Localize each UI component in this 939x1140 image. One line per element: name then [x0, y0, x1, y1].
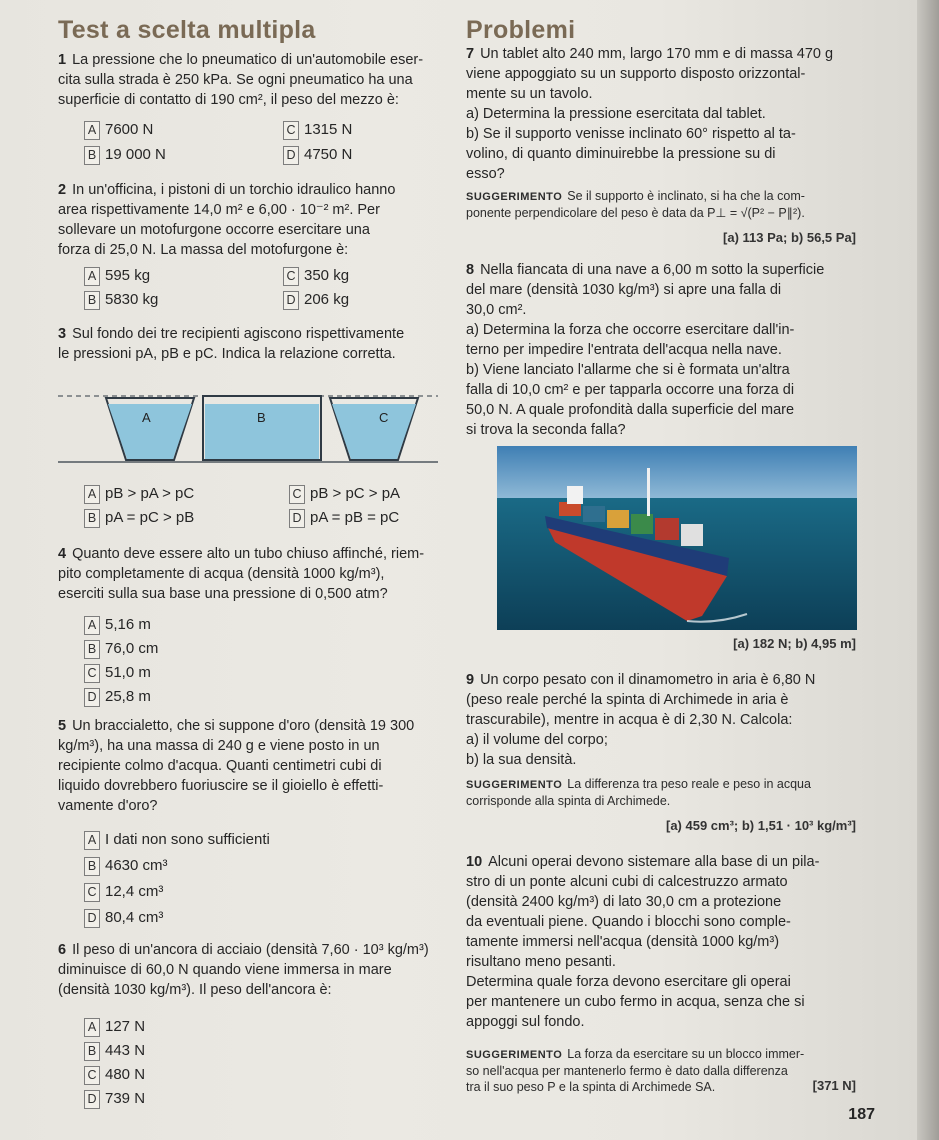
option-text: pB > pC > pA: [310, 485, 401, 502]
option-4c[interactable]: [84, 663, 151, 683]
problem-line: a) Determina la forza che occorre esercitare dall'in-: [466, 322, 795, 338]
problem-line: b) Se il supporto venisse inclinato 60° rispetto al ta-: [466, 126, 796, 142]
problem-line: 50,0 N. A quale profondità dalla superficie del mare: [466, 402, 795, 418]
option-2a[interactable]: [84, 266, 150, 286]
option-2b[interactable]: [84, 290, 158, 310]
container-stack: [681, 524, 703, 546]
hint-label: SUGGERIMENTO: [466, 779, 563, 791]
problem-number: 10: [466, 854, 483, 870]
problem-8: [466, 260, 856, 440]
option-letter: A: [84, 121, 100, 140]
option-text: pA = pC > pB: [105, 509, 195, 526]
hint-line: so nell'acqua per mantenerlo fermo è dato dalla differenza: [466, 1064, 788, 1078]
problem-number: 7: [466, 46, 475, 62]
problem-line: mente su un tavolo.: [466, 86, 593, 102]
question-number: 3: [58, 326, 67, 342]
option-5a[interactable]: [84, 830, 270, 850]
question-line: La pressione che lo pneumatico di un'automobile eser-: [72, 52, 424, 68]
question-line: liquido dovrebbero fuoriuscire se il gioiello è effetti-: [58, 778, 384, 794]
question-number: 1: [58, 52, 67, 68]
question-number: 5: [58, 718, 67, 734]
option-3b[interactable]: [84, 508, 194, 528]
problem-line: viene appoggiato su un supporto disposto orizzontal-: [466, 66, 806, 82]
question-4: [58, 544, 458, 604]
container-stack: [559, 502, 581, 516]
problem-line: falla di 10,0 cm² e per tapparla occorre una forza di: [466, 382, 795, 398]
question-line: sollevare un motofurgone occorre esercitare una: [58, 222, 370, 238]
question-line: area rispettivamente 14,0 m² e 6,00 · 10⁻² m². Per: [58, 202, 380, 218]
hint-line: Se il supporto è inclinato, si ha che la com-: [567, 189, 805, 203]
container-stack: [631, 514, 653, 534]
container-stack: [607, 510, 629, 528]
problem-line: appoggi sul fondo.: [466, 1014, 585, 1030]
question-line: forza di 25,0 N. La massa del motofurgone è:: [58, 242, 349, 258]
question-line: Quanto deve essere alto un tubo chiuso affinché, riem-: [72, 546, 425, 562]
container-ship-photo: [497, 446, 857, 630]
option-text: pA = pB = pC: [310, 509, 400, 526]
question-line: Il peso di un'ancora di acciaio (densità 7,60 · 10³ kg/m³): [72, 942, 429, 958]
option-text: 5830 kg: [105, 291, 159, 308]
option-text: 595 kg: [105, 267, 151, 284]
option-6a[interactable]: [84, 1017, 145, 1037]
heading-problems: Problemi: [466, 16, 576, 44]
problem-line: b) Viene lanciato l'allarme che si è formata un'altra: [466, 362, 790, 378]
option-letter: A: [84, 1018, 100, 1037]
option-text: 206 kg: [304, 291, 350, 308]
heading-multiple-choice: Test a scelta multipla: [58, 16, 316, 44]
option-1c[interactable]: [283, 120, 352, 140]
option-text: pB > pA > pC: [105, 485, 195, 502]
question-number: 2: [58, 182, 67, 198]
option-1a[interactable]: [84, 120, 153, 140]
problem-line: (peso reale perché la spinta di Archimede in aria è: [466, 692, 789, 708]
container-label-a: A: [142, 410, 151, 425]
option-letter: A: [84, 831, 100, 850]
question-line: diminuisce di 60,0 N quando viene immersa in mare: [58, 962, 392, 978]
hint-label: SUGGERIMENTO: [466, 191, 563, 203]
answer-9: [a) 459 cm³; b) 1,51 · 10³ kg/m³]: [666, 818, 856, 833]
problem-line: Nella fiancata di una nave a 6,00 m sotto la superficie: [480, 262, 825, 278]
book-binding: [917, 0, 939, 1140]
problem-10: [466, 852, 856, 1032]
ship-mast: [647, 468, 650, 516]
problem-9: [466, 670, 856, 770]
option-2d[interactable]: [283, 290, 349, 310]
option-text: 739 N: [105, 1090, 146, 1107]
option-text: 76,0 cm: [105, 640, 159, 657]
hint-line: corrisponde alla spinta di Archimede.: [466, 794, 671, 808]
option-letter: C: [84, 883, 100, 902]
problem-line: 30,0 cm².: [466, 302, 527, 318]
question-line: superficie di contatto di 190 cm², il peso del mezzo è:: [58, 92, 399, 108]
option-letter: B: [84, 291, 100, 310]
problem-line: terno per impedire l'entrata dell'acqua nella nave.: [466, 342, 782, 358]
problem-line: a) Determina la pressione esercitata dal tablet.: [466, 106, 766, 122]
question-line: pito completamente di acqua (densità 1000 kg/m³),: [58, 566, 385, 582]
option-text: 5,16 m: [105, 616, 151, 633]
option-text: 19 000 N: [105, 146, 166, 163]
question-2: [58, 180, 458, 260]
option-letter: D: [84, 909, 100, 928]
option-6b[interactable]: [84, 1041, 145, 1061]
problem-line: tamente immersi nell'acqua (densità 1000 kg/m³): [466, 934, 780, 950]
option-letter: B: [84, 857, 100, 876]
problem-line: Alcuni operai devono sistemare alla base di un pila-: [488, 854, 820, 870]
hint-7: [466, 188, 856, 221]
problem-line: (densità 2400 kg/m³) di lato 30,0 cm a protezione: [466, 894, 782, 910]
problem-number: 9: [466, 672, 475, 688]
option-text: 443 N: [105, 1042, 146, 1059]
problem-line: risultano meno pesanti.: [466, 954, 616, 970]
question-line: cita sulla strada è 250 kPa. Se ogni pneumatico ha una: [58, 72, 413, 88]
hint-line: La differenza tra peso reale e peso in acqua: [567, 777, 811, 791]
hint-line: ponente perpendicolare del peso è data da P⊥ = √(P² − P∥²).: [466, 206, 805, 220]
problem-line: b) la sua densità.: [466, 752, 577, 768]
option-text: 51,0 m: [105, 664, 151, 681]
option-5c[interactable]: [84, 882, 163, 902]
option-text: 1315 N: [304, 121, 353, 138]
option-6c[interactable]: [84, 1065, 145, 1085]
problem-line: si trova la seconda falla?: [466, 422, 626, 438]
option-letter: B: [84, 1042, 100, 1061]
option-letter: A: [84, 616, 100, 635]
container-stack: [583, 506, 605, 522]
question-line: recipiente colmo d'acqua. Quanti centimetri cubi di: [58, 758, 382, 774]
option-letter: C: [289, 485, 305, 504]
option-letter: D: [283, 146, 299, 165]
question-line: Sul fondo dei tre recipienti agiscono rispettivamente: [72, 326, 405, 342]
answer-8: [a) 182 N; b) 4,95 m]: [733, 636, 856, 651]
problem-line: Un corpo pesato con il dinamometro in aria è 6,80 N: [480, 672, 816, 688]
option-5d[interactable]: [84, 908, 163, 928]
option-text: 4630 cm³: [105, 857, 168, 874]
question-line: Un braccialetto, che si suppone d'oro (densità 19 300: [72, 718, 415, 734]
option-text: I dati non sono sufficienti: [105, 831, 270, 848]
question-3: [58, 324, 458, 364]
container-stack: [655, 518, 679, 540]
option-letter: C: [283, 121, 299, 140]
problem-line: trascurabile), mentre in acqua è di 2,30 N. Calcola:: [466, 712, 793, 728]
option-4b[interactable]: [84, 639, 158, 659]
option-letter: D: [289, 509, 305, 528]
page-number: 187: [848, 1106, 875, 1123]
problem-line: Determina quale forza devono esercitare gli operai: [466, 974, 791, 990]
hint-9: [466, 776, 856, 809]
container-c-water: [332, 404, 416, 459]
option-letter: A: [84, 267, 100, 286]
question-line: kg/m³), ha una massa di 240 g e viene posto in un: [58, 738, 380, 754]
option-text: 7600 N: [105, 121, 154, 138]
option-text: 80,4 cm³: [105, 909, 164, 926]
option-5b[interactable]: [84, 856, 168, 876]
ship-bridge: [567, 486, 583, 504]
option-letter: A: [84, 485, 100, 504]
sky: [497, 446, 857, 498]
option-text: 4750 N: [304, 146, 353, 163]
option-letter: B: [84, 146, 100, 165]
hint-line: La forza da esercitare su un blocco immer-: [567, 1047, 805, 1061]
option-3a[interactable]: [84, 484, 194, 504]
question-number: 6: [58, 942, 67, 958]
question-line: vamente d'oro?: [58, 798, 158, 814]
problem-line: esso?: [466, 166, 505, 182]
hint-line: tra il suo peso P e la spinta di Archimede SA.: [466, 1080, 716, 1094]
problem-line: volino, di quanto diminuirebbe la pressione su di: [466, 146, 776, 162]
option-1d[interactable]: [283, 145, 352, 165]
question-line: In un'officina, i pistoni di un torchio idraulico hanno: [72, 182, 396, 198]
container-label-c: C: [379, 410, 389, 425]
problem-line: a) il volume del corpo;: [466, 732, 608, 748]
problem-7: [466, 44, 856, 184]
option-4a[interactable]: [84, 615, 151, 635]
option-text: 12,4 cm³: [105, 883, 164, 900]
option-letter: D: [84, 688, 100, 707]
option-letter: C: [283, 267, 299, 286]
option-text: 350 kg: [304, 267, 350, 284]
answer-7: [a) 113 Pa; b) 56,5 Pa]: [723, 230, 856, 245]
option-text: 480 N: [105, 1066, 146, 1083]
container-label-b: B: [257, 410, 266, 425]
option-letter: D: [84, 1090, 100, 1109]
option-letter: C: [84, 1066, 100, 1085]
question-6: [58, 940, 458, 1000]
option-letter: B: [84, 640, 100, 659]
option-text: 25,8 m: [105, 688, 151, 705]
problem-line: stro di un ponte alcuni cubi di calcestruzzo armato: [466, 874, 788, 890]
hint-label: SUGGERIMENTO: [466, 1049, 563, 1061]
problem-line: del mare (densità 1030 kg/m³) si apre una falla di: [466, 282, 782, 298]
option-letter: B: [84, 509, 100, 528]
containers-diagram: [58, 386, 438, 468]
question-number: 4: [58, 546, 67, 562]
question-5: [58, 716, 458, 816]
option-3c[interactable]: [289, 484, 400, 504]
answer-10: [371 N]: [812, 1078, 856, 1093]
option-1b[interactable]: [84, 145, 166, 165]
question-line: (densità 1030 kg/m³). Il peso dell'ancora è:: [58, 982, 332, 998]
option-letter: C: [84, 664, 100, 683]
question-1: [58, 50, 458, 110]
option-text: 127 N: [105, 1018, 146, 1035]
problem-line: da eventuali piene. Quando i blocchi sono comple-: [466, 914, 791, 930]
question-line: eserciti sulla sua base una pressione di 0,500 atm?: [58, 586, 388, 602]
problem-number: 8: [466, 262, 475, 278]
problem-line: per mantenere un cubo fermo in acqua, senza che si: [466, 994, 805, 1010]
option-4d[interactable]: [84, 687, 151, 707]
problem-line: Un tablet alto 240 mm, largo 170 mm e di massa 470 g: [480, 46, 834, 62]
option-3d[interactable]: [289, 508, 399, 528]
question-line: le pressioni pA, pB e pC. Indica la relazione corretta.: [58, 346, 396, 362]
option-6d[interactable]: [84, 1089, 145, 1109]
option-2c[interactable]: [283, 266, 349, 286]
option-letter: D: [283, 291, 299, 310]
